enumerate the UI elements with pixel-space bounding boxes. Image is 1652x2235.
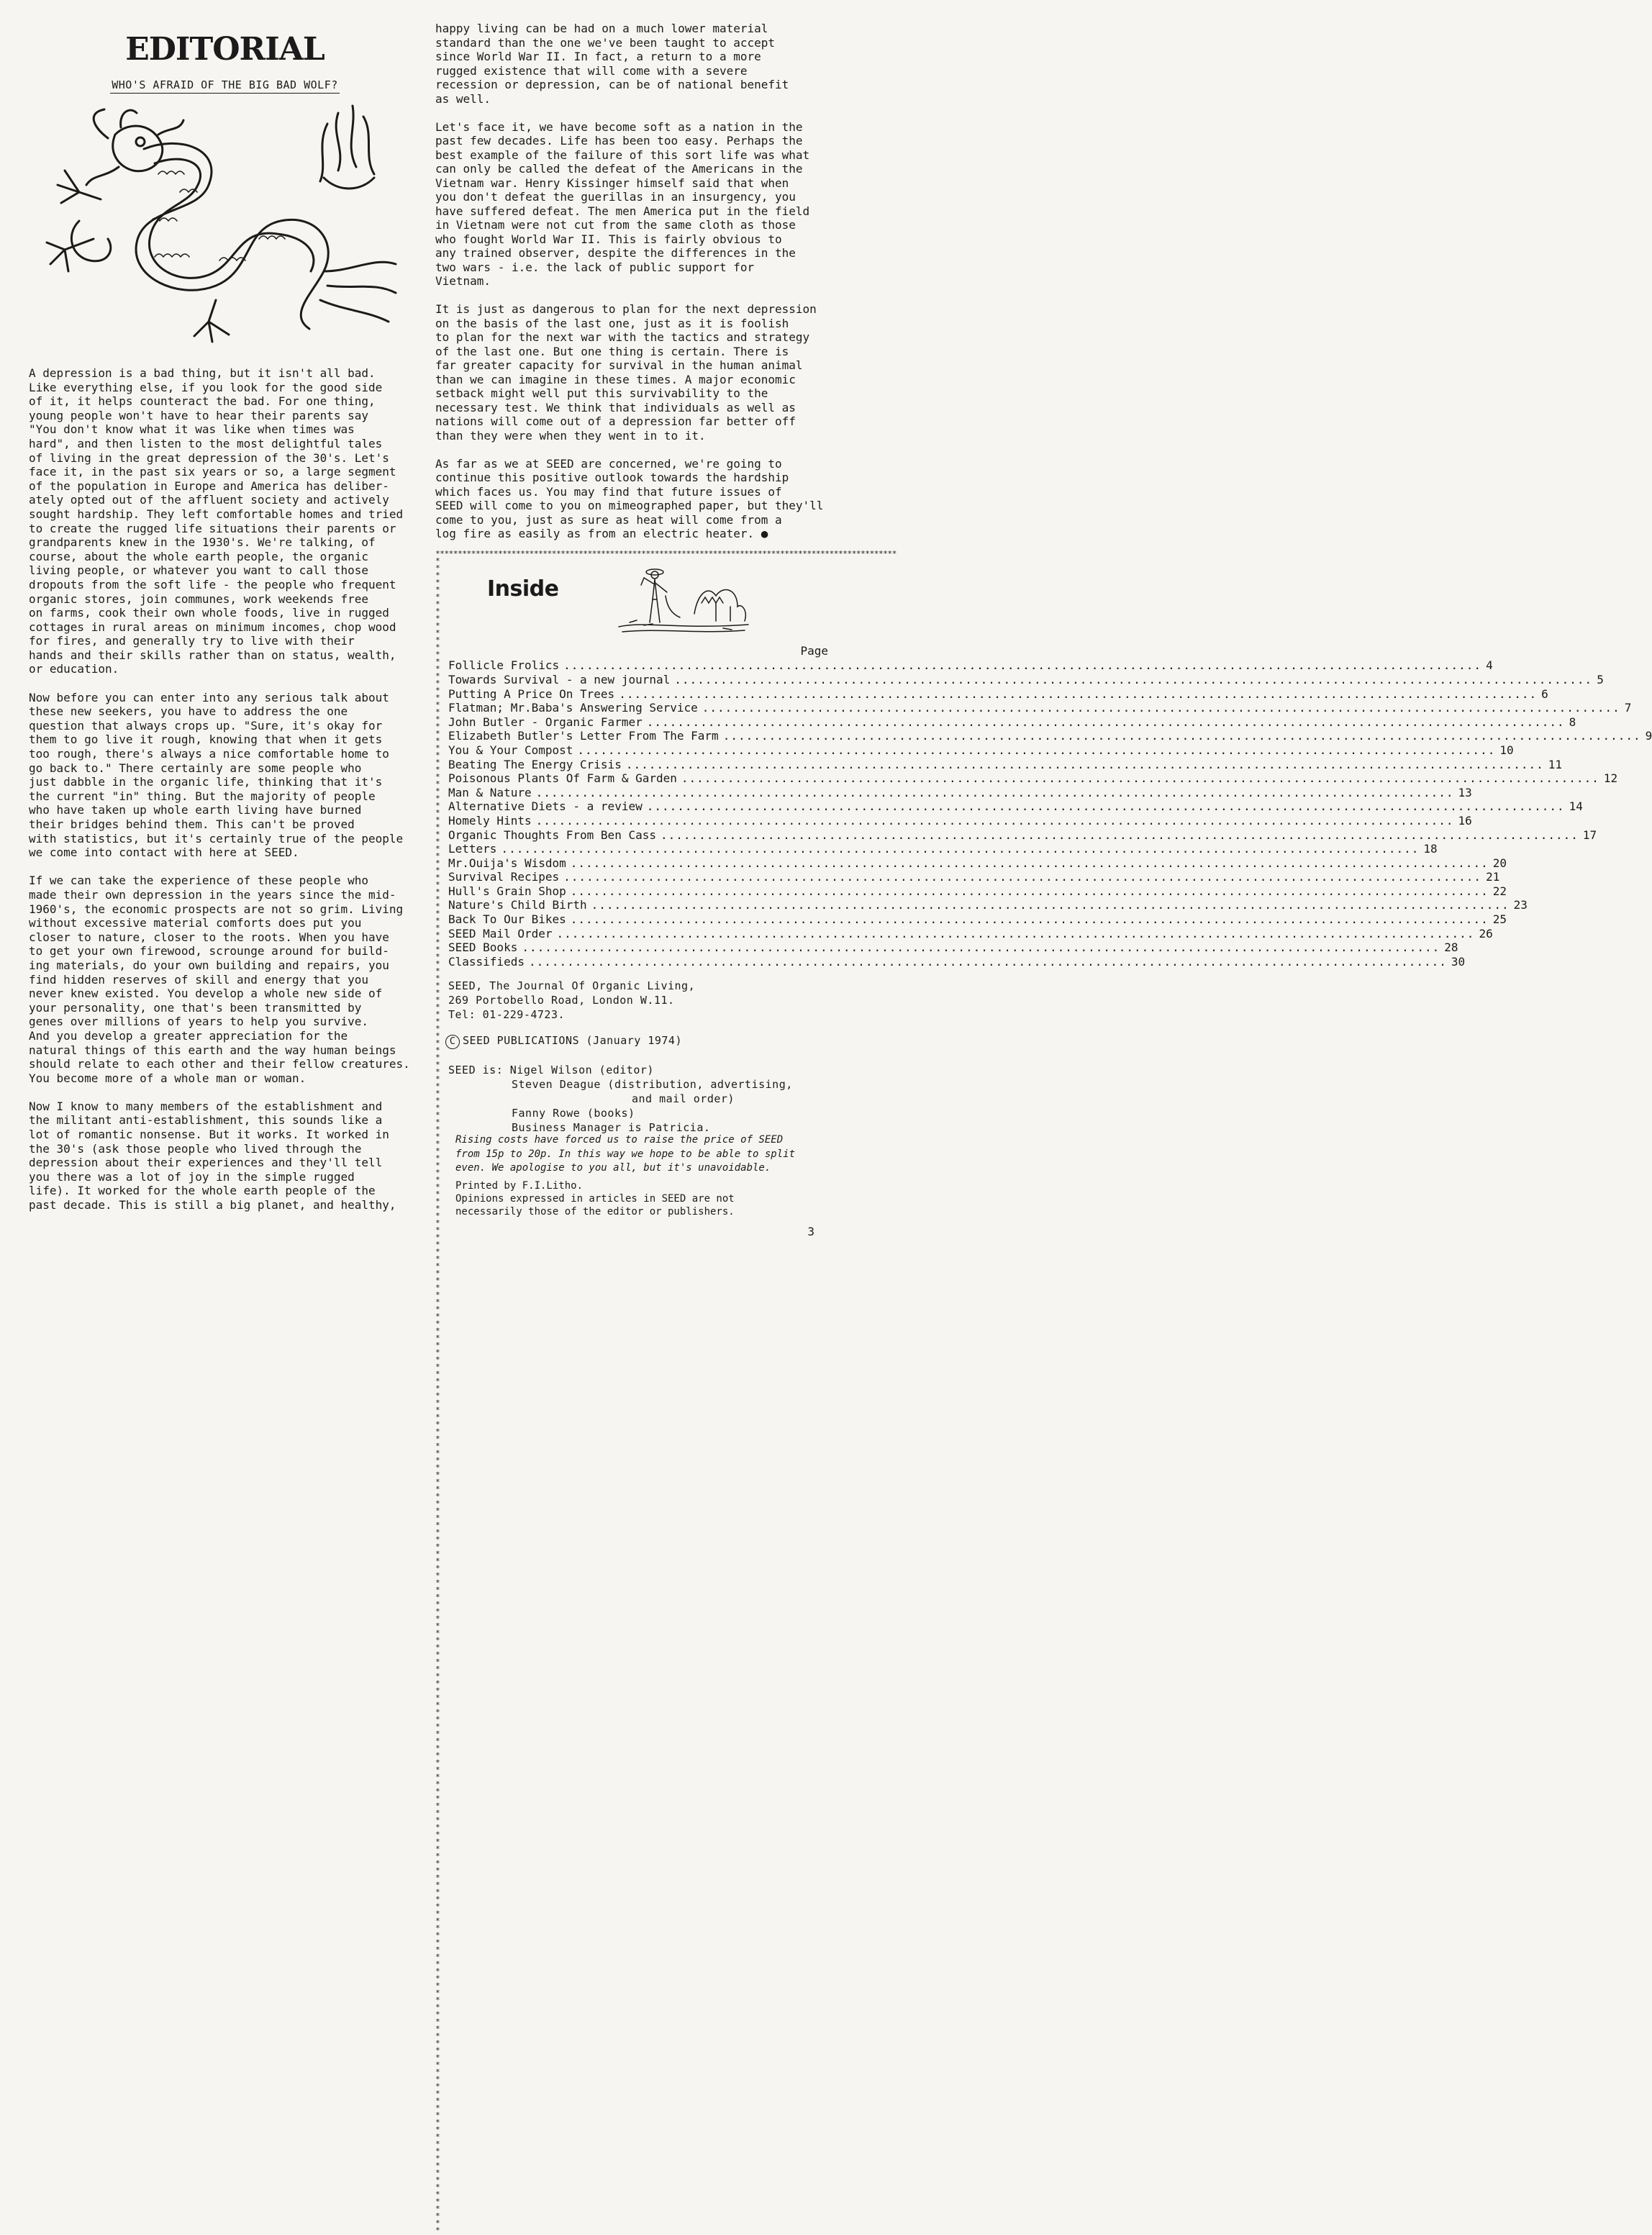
toc-leader (661, 828, 1579, 843)
toc-item-title: Man & Nature (448, 785, 532, 799)
table-of-contents (448, 658, 1652, 969)
staff-line: and mail order) (632, 1092, 735, 1106)
toc-item-title: Organic Thoughts From Ben Cass (448, 828, 656, 842)
left-column (29, 25, 421, 1226)
toc-leader (626, 758, 1544, 772)
toc-item-page: 25 (1492, 912, 1507, 927)
toc-item-title: Homely Hints (448, 813, 532, 828)
toc-item (448, 912, 1507, 927)
toc-item-title: Beating The Energy Crisis (448, 757, 622, 771)
toc-item-title: SEED Mail Order (448, 926, 553, 940)
toc-item (448, 813, 1472, 828)
toc-leader (619, 687, 1537, 702)
dragon-icon (36, 106, 410, 347)
toc-item-page: 13 (1458, 785, 1472, 799)
toc-item-page: 18 (1423, 842, 1438, 856)
toc-item (448, 926, 1493, 941)
toc-item (448, 954, 1466, 969)
copyright-line: C SEED PUBLICATIONS (January 1974) (445, 1034, 682, 1049)
toc-leader (681, 771, 1599, 786)
article-paragraph: happy living can be had on a much lower material standard than the one we've been taught to accept since World War II. In fact, a return to a more rugged existence that will come with a severe recession or depression, can be of national benefit as well. (435, 22, 789, 106)
toc-item (448, 785, 1472, 800)
toc-item-page: 6 (1541, 686, 1548, 701)
toc-item-title: Alternative Diets - a review (448, 799, 643, 814)
page-title: EDITORIAL (125, 31, 324, 68)
toc-item-title: John Butler - Organic Farmer (448, 715, 643, 729)
toc-item (448, 940, 1458, 955)
inside-contents-box (435, 556, 1652, 2235)
right-column (435, 22, 1652, 2235)
article-paragraph: It is just as dangerous to plan for the next depression on the basis of the last one, just as it is foolish to plan for the next war with the tactics and strategy of the last one. But one thing is certain. There is far greater capacity for survival in the human animal than we can imagine in these times. A major economic setback might well put this survivability to the necessary test. We think that individuals as well as nations will come out of a depression far better off than they were when they went in to it. (435, 302, 817, 443)
toc-item (448, 729, 1652, 743)
inside-title: Inside (487, 576, 559, 602)
toc-item (448, 715, 1576, 730)
toc-item (448, 757, 1563, 772)
toc-leader (674, 673, 1592, 687)
toc-item-page: 26 (1479, 926, 1493, 940)
toc-item (448, 842, 1438, 856)
toc-item (448, 658, 1493, 673)
toc-leader (591, 898, 1510, 912)
toc-item (448, 743, 1514, 758)
toc-item-page: 7 (1624, 701, 1632, 715)
toc-item-title: You & Your Compost (448, 743, 573, 757)
star-border-top: ******************************************************************************************************* (435, 549, 897, 559)
toc-leader (577, 743, 1495, 758)
toc-item-title: Mr.Ouija's Wisdom (448, 856, 566, 870)
toc-item-page: 20 (1492, 856, 1507, 870)
article-paragraph: Now before you can enter into any serious talk about these new seekers, you have to address the one question that always crops up. "Sure, it's okay for them to go live it rough, knowing that when it gets too rough, there's always a nice comfortable home to go back to." There certainly are some people who just dabble in the organic life, thinking that it's the current "in" thing. But the majority of people who have taken up whole earth living have burned their bridges behind them. This can't be proved with statistics, but it's certainly true of the people we come into contact with here at SEED. (29, 690, 404, 860)
toc-leader (571, 912, 1489, 927)
editorial-subtitle: WHO'S AFRAID OF THE BIG BAD WOLF? (29, 78, 421, 91)
toc-leader (557, 927, 1475, 941)
toc-item-page: 22 (1492, 884, 1507, 898)
printer-credit: Printed by F.I.Litho. Opinions expressed in articles in SEED are not necessarily those of the editor or publishers. (455, 1180, 735, 1218)
toc-item (448, 771, 1618, 786)
star-border-left: ***************************************************************************************************************************************************************************************************************************************** (435, 556, 440, 2235)
toc-item-title: Letters (448, 842, 497, 856)
toc-item-page: 10 (1499, 743, 1514, 757)
toc-leader (522, 940, 1440, 955)
toc-leader (563, 870, 1481, 884)
staff-line: SEED is: Nigel Wilson (editor) (448, 1064, 654, 1077)
toc-item-title: Back To Our Bikes (448, 912, 566, 927)
article-paragraph: Let's face it, we have become soft as a nation in the past few decades. Life has been too easy. Perhaps the best example of the failure of this sort life was what can only be called the defeat of the Americans in the Vietnam war. Henry Kissinger himself said that when you don't defeat the guerillas in an insurgency, you have suffered defeat. The men America put in the field in Vietnam were not cut from the same cloth as those who fought World War II. This is fairly obvious to any trained observer, despite the differences in the two wars - i.e. the lack of public support for Vietnam. (435, 119, 810, 289)
toc-item (448, 672, 1604, 687)
page-number: 3 (807, 1225, 814, 1238)
staff-line: Business Manager is Patricia. (512, 1121, 711, 1135)
toc-item-title: Poisonous Plants Of Farm & Garden (448, 771, 677, 786)
toc-item-title: Putting A Price On Trees (448, 686, 615, 701)
toc-item-page: 23 (1513, 898, 1528, 912)
article-paragraph: As far as we at SEED are concerned, we're going to continue this positive outlook towards the hardship which faces us. You may find that future issues of SEED will come to you on mimeographed paper, but they'll come to you, just as sure as heat will come from a log fire as easily as from an electric heater. ● (435, 456, 824, 541)
toc-item-title: Follicle Frolics (448, 658, 560, 673)
article-paragraph: A depression is a bad thing, but it isn't all bad. Like everything else, if you look for the good side of it, it helps counteract the bad. For one thing, young people won't have to hear their parents say "You don't know what it was like when times was hard", and then listen to the most delightful tales of living in the great depression of the 30's. Let's face it, in the past six years or so, a large segment of the population in Europe and America has deliber- ately opted out of the affluent society and actively sought hardship. They left comfortable homes and tried to create the rugged life situations their parents or grandparents knew in the 1930's. We're talking, of course, about the whole earth people, the organic living people, or whatever you want to call those dropouts from the soft life - the people who frequent organic stores, join communes, work weekends free on farms, cook their own whole foods, live in rugged cottages in rural areas on minimum incomes, chop wood for fires, and generally try to live with their hands and their skills rather than on status, wealth, or education. (29, 366, 404, 676)
toc-leader (702, 701, 1620, 715)
toc-leader (647, 715, 1565, 730)
toc-leader (647, 799, 1565, 814)
toc-item (448, 884, 1507, 899)
toc-item-page: 14 (1569, 799, 1583, 814)
toc-item-page: 30 (1451, 954, 1466, 969)
toc-item-title: Flatman; Mr.Baba's Answering Service (448, 701, 698, 715)
toc-item-title: Nature's Child Birth (448, 898, 587, 912)
toc-item (448, 701, 1632, 715)
toc-item-title: SEED Books (448, 940, 518, 955)
article-paragraph: Now I know to many members of the establishment and the militant anti-establishment, this sounds like a lot of romantic nonsense. But it works. It worked in the 30's (ask those people who lived through the depression about their experiences and they'll tell you there was a lot of joy in the simple rugged life). It worked for the whole earth people of the past decade. This is still a big planet, and healthy, (29, 1099, 396, 1212)
toc-item-page: 21 (1486, 870, 1500, 884)
toc-item-page: 16 (1458, 813, 1472, 828)
farmer-icon (615, 563, 752, 635)
staff-line: Steven Deague (distribution, advertising, (512, 1078, 793, 1092)
article-paragraph: If we can take the experience of these people who made their own depression in the years since the mid- 1960's, the economic prospects are not so grim. Living without excessive material comforts does put you closer to nature, closer to the roots. When you have to get your own firewood, scrounge around for build- ing materials, do your own building and repairs, you find hidden reserves of skill and energy that you never knew existed. You develop a whole new side of your personality, one that's been transmitted by genes over millions of years to help you survive. And you develop a greater appreciation for the natural things of this earth and the way human beings should relate to each other and their fellow creatures. You become more of a whole man or woman. (29, 874, 410, 1085)
toc-item-page: 4 (1486, 658, 1493, 673)
toc-leader (723, 729, 1641, 743)
copyright-icon: C (445, 1035, 460, 1049)
page-column-header: Page (800, 644, 828, 658)
toc-leader (536, 814, 1454, 828)
toc-leader (529, 955, 1447, 969)
staff-line: Fanny Rowe (books) (512, 1107, 635, 1120)
toc-item-title: Classifieds (448, 954, 525, 969)
toc-item-page: 5 (1597, 672, 1604, 686)
toc-item-page: 8 (1569, 715, 1576, 729)
toc-item (448, 799, 1583, 814)
toc-leader (563, 658, 1481, 673)
toc-item (448, 870, 1500, 884)
toc-item (448, 898, 1528, 912)
toc-leader (571, 856, 1489, 871)
toc-item-title: Towards Survival - a new journal (448, 672, 671, 686)
toc-leader (501, 842, 1419, 856)
toc-leader (536, 786, 1454, 800)
staff-list (448, 1063, 793, 1135)
toc-item-title: Elizabeth Butler's Letter From The Farm (448, 729, 719, 743)
toc-leader (571, 884, 1489, 899)
toc-item (448, 856, 1507, 871)
price-notice: Rising costs have forced us to raise the price of SEED from 15p to 20p. In this way we hope to be able to split even. We apologise to you all, but it's unavoidable. (455, 1134, 796, 1174)
toc-item (448, 686, 1548, 702)
publisher-address: SEED, The Journal Of Organic Living, 269 Portobello Road, London W.11. Tel: 01-229-4723. (448, 979, 696, 1022)
toc-item (448, 828, 1597, 843)
toc-item-page: 17 (1582, 828, 1597, 842)
toc-item-page: 9 (1645, 729, 1652, 743)
toc-item-title: Hull's Grain Shop (448, 884, 566, 898)
toc-item-title: Survival Recipes (448, 870, 560, 884)
toc-item-page: 12 (1603, 771, 1618, 786)
dragon-illustration (29, 106, 421, 350)
toc-item-page: 11 (1548, 757, 1563, 771)
toc-item-page: 28 (1444, 940, 1458, 955)
